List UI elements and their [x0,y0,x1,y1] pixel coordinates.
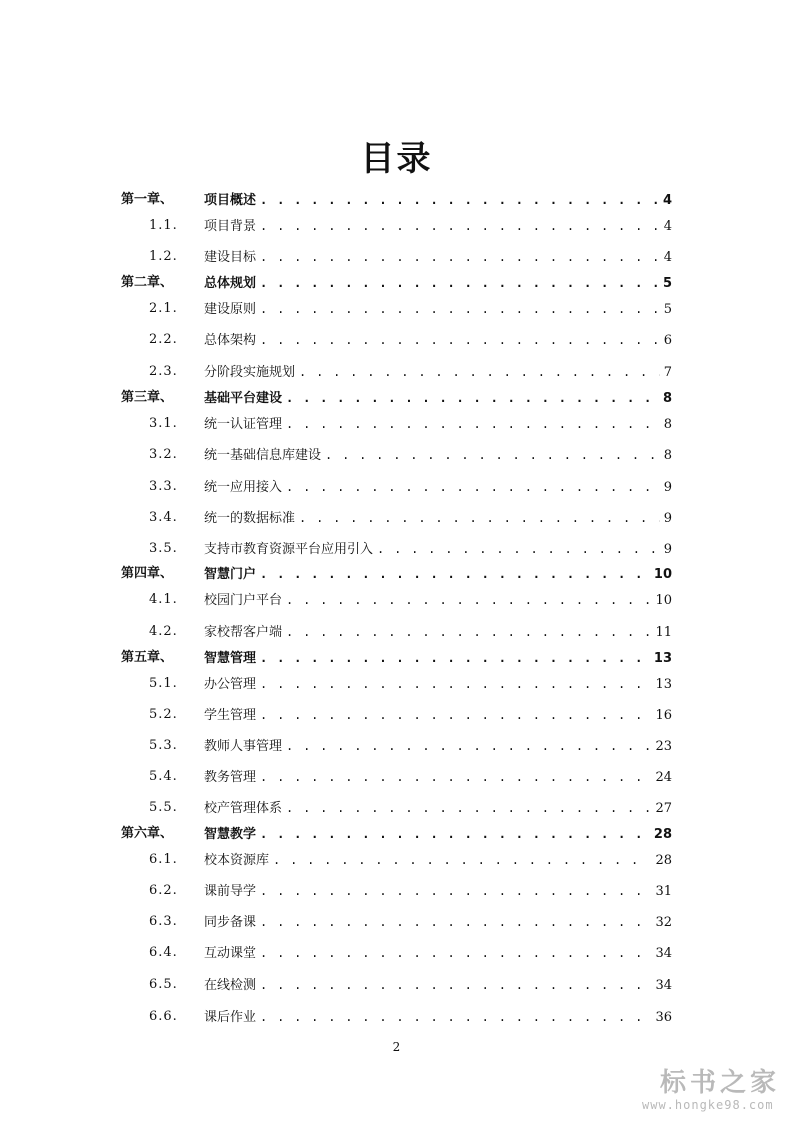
toc-section-5-3[interactable] [0,736,793,756]
toc-number: 3.5. [149,541,178,556]
toc-title: 同步备课 [204,915,257,930]
toc-number: 2.2. [149,332,178,347]
leader-dots [260,330,660,350]
toc-title: 校本资源库 [204,853,270,868]
toc-title: 校产管理体系 [204,801,283,816]
toc-page-number: 11 [655,625,672,640]
toc-title: 项目概述 [204,193,257,208]
toc-page-number: 5 [663,302,672,317]
leader-dots [260,247,660,267]
toc-title: 分阶段实施规划 [204,365,296,380]
toc-page-number: 5 [662,276,672,291]
toc-page-number: 24 [655,770,672,785]
leader-dots [260,674,651,694]
toc-page-number: 23 [655,739,672,754]
toc-chapter-3[interactable] [0,388,793,408]
leader-dots [260,881,651,901]
toc-title: 教务管理 [204,770,257,785]
toc-section-3-1[interactable] [0,414,793,434]
toc-section-6-3[interactable] [0,912,793,932]
toc-number: 6.1. [149,852,178,867]
toc-page-number: 9 [663,542,672,557]
toc-page-number: 13 [655,677,672,692]
toc-chapter-2[interactable] [0,273,793,293]
leader-dots [260,705,651,725]
toc-title: 互动课堂 [204,946,257,961]
toc-number: 1.2. [149,249,178,264]
toc-title: 总体架构 [204,333,257,348]
leader-dots [260,943,651,963]
toc-title: 建设原则 [204,302,257,317]
toc-number: 4.1. [149,592,178,607]
toc-page-number: 27 [655,801,672,816]
toc-page-number: 4 [663,250,672,265]
watermark-text: 标书之家 [660,1068,781,1098]
toc-number: 5.5. [149,800,178,815]
leader-dots [260,299,660,319]
toc-section-6-5[interactable] [0,975,793,995]
toc-section-4-2[interactable] [0,622,793,642]
toc-page-number: 13 [653,651,672,666]
toc-section-3-3[interactable] [0,477,793,497]
toc-number: 第六章、 [121,826,174,841]
leader-dots [260,648,650,668]
toc-number: 6.3. [149,914,178,929]
toc-number: 5.1. [149,676,178,691]
leader-dots [260,767,651,787]
toc-number: 6.5. [149,977,178,992]
leader-dots [260,975,651,995]
toc-title: 校园门户平台 [204,593,283,608]
toc-page-number: 36 [655,1010,672,1025]
leader-dots [260,190,659,210]
toc-section-6-4[interactable] [0,943,793,963]
leader-dots [286,798,651,818]
toc-title: 家校帮客户端 [204,625,283,640]
toc-title: 课后作业 [204,1010,257,1025]
watermark-url: www.hongke98.com [642,1098,774,1112]
toc-title: 支持市教育资源平台应用引入 [204,542,374,557]
leader-dots [260,273,659,293]
toc-section-6-2[interactable] [0,881,793,901]
toc-title: 课前导学 [204,884,257,899]
toc-chapter-5[interactable] [0,648,793,668]
toc-title: 统一基础信息库建设 [204,448,322,463]
leader-dots [286,388,659,408]
leader-dots [286,736,651,756]
toc-page-number: 28 [653,827,672,842]
toc-number: 第一章、 [121,192,174,207]
leader-dots [286,414,660,434]
leader-dots [325,445,660,465]
toc-title: 建设目标 [204,250,257,265]
toc-number: 5.2. [149,707,178,722]
toc-number: 第二章、 [121,275,174,290]
page-number: 2 [392,1040,401,1054]
toc-section-4-1[interactable] [0,590,793,610]
toc-title: 项目背景 [204,219,257,234]
toc-title: 办公管理 [204,677,257,692]
toc-title: 智慧门户 [204,567,257,582]
toc-title: 统一的数据标准 [204,511,296,526]
toc-section-3-5[interactable] [0,539,793,559]
toc-number: 3.3. [149,479,178,494]
toc-chapter-1[interactable] [0,190,793,210]
toc-page-number: 8 [663,417,672,432]
leader-dots [260,912,651,932]
toc-page-number: 31 [655,884,672,899]
toc-title: 在线检测 [204,978,257,993]
toc-page-number: 4 [663,219,672,234]
leader-dots [286,622,651,642]
toc-title: 教师人事管理 [204,739,283,754]
leader-dots [260,824,650,844]
toc-number: 6.2. [149,883,178,898]
toc-page-number: 16 [655,708,672,723]
leader-dots [260,564,650,584]
toc-number: 3.4. [149,510,178,525]
toc-page-number: 6 [663,333,672,348]
leader-dots [286,477,660,497]
leader-dots [377,539,660,559]
toc-number: 4.2. [149,624,178,639]
toc-chapter-4[interactable] [0,564,793,584]
toc-title: 总体规划 [204,276,257,291]
leader-dots [260,216,660,236]
page-title: 目录 [360,139,433,179]
toc-number: 6.6. [149,1009,178,1024]
toc-page-number: 8 [663,448,672,463]
toc-section-2-2[interactable] [0,330,793,350]
toc-section-6-6[interactable] [0,1007,793,1027]
toc-section-6-1[interactable] [0,850,793,870]
leader-dots [299,508,660,528]
toc-number: 第三章、 [121,390,174,405]
toc-number: 第五章、 [121,650,174,665]
watermark-logo [630,1062,790,1117]
toc-page-number: 10 [655,593,672,608]
toc-title: 智慧教学 [204,827,257,842]
toc-section-2-1[interactable] [0,299,793,319]
toc-page-number: 34 [655,946,672,961]
toc-section-1-1[interactable] [0,216,793,236]
toc-title: 统一认证管理 [204,417,283,432]
toc-number: 5.4. [149,769,178,784]
toc-section-1-2[interactable] [0,247,793,267]
toc-section-3-4[interactable] [0,508,793,528]
toc-section-3-2[interactable] [0,445,793,465]
toc-page-number: 9 [663,511,672,526]
toc-number: 1.1. [149,218,178,233]
leader-dots [286,590,651,610]
leader-dots [299,362,660,382]
toc-number: 2.1. [149,301,178,316]
toc-title: 统一应用接入 [204,480,283,495]
toc-section-5-4[interactable] [0,767,793,787]
toc-section-2-3[interactable] [0,362,793,382]
toc-number: 6.4. [149,945,178,960]
leader-dots [273,850,651,870]
toc-page-number: 4 [662,193,672,208]
toc-section-5-5[interactable] [0,798,793,818]
toc-number: 5.3. [149,738,178,753]
toc-title: 智慧管理 [204,651,257,666]
toc-page-number: 10 [653,567,672,582]
toc-page-number: 9 [663,480,672,495]
toc-page-number: 7 [663,365,672,380]
toc-page-number: 32 [655,915,672,930]
toc-section-5-2[interactable] [0,705,793,725]
toc-number: 3.1. [149,416,178,431]
toc-number: 3.2. [149,447,178,462]
toc-number: 第四章、 [121,566,174,581]
toc-page-number: 34 [655,978,672,993]
toc-page-number: 28 [655,853,672,868]
toc-title: 学生管理 [204,708,257,723]
toc-chapter-6[interactable] [0,824,793,844]
toc-number: 2.3. [149,364,178,379]
leader-dots [260,1007,651,1027]
toc-title: 基础平台建设 [204,391,283,406]
toc-page-number: 8 [662,391,672,406]
toc-section-5-1[interactable] [0,674,793,694]
